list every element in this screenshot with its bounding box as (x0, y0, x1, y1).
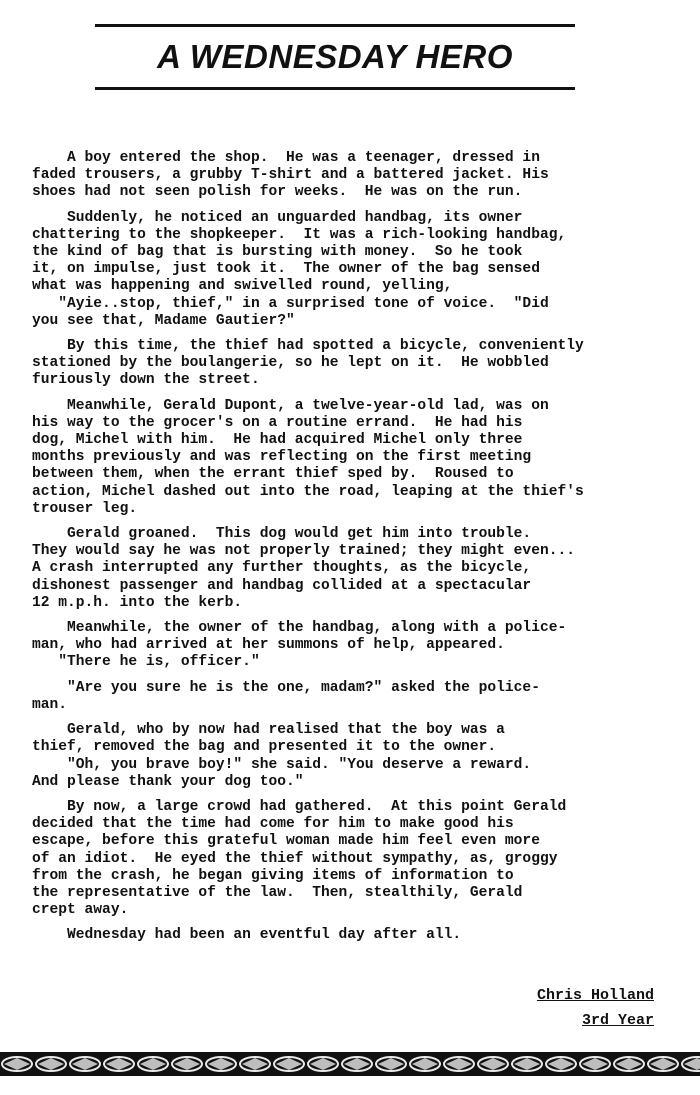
story-paragraph: Suddenly, he noticed an unguarded handbag, its owner chattering to the shopkeeper. It was a rich-looking handbag, the kind of bag that is bursting with money. So he took it, on impulse, just took it. The owner of the bag sensed what was happening and swivelled round, yelling, (32, 209, 567, 295)
author-year: 3rd Year (581, 1012, 654, 1029)
story-paragraph: "Are you sure he is the one, madam?" asked the police- man. (32, 679, 540, 713)
story-paragraph: Gerald groaned. This dog would get him into trouble. They would say he was not properly trained; they might even... A crash interrupted any further thoughts, as the bicycle, dishonest passenger and handbag collided at a spectacular 12 m.p.h. into the kerb. (32, 526, 575, 611)
story-paragraph: Gerald, who by now had realised that the boy was a thief, removed the bag and presented it to the owner. (32, 722, 505, 756)
story-paragraph: "There he is, officer." (32, 654, 260, 671)
title-banner (95, 24, 575, 90)
story-paragraph: Meanwhile, Gerald Dupont, a twelve-year-old lad, was on his way to the grocer's on a routine errand. He had his dog, Michel with him. He had acquired Michel only three months previously and was reflecting on the first meeting between them, when the errant thief sped by. Roused to action, Michel dashed out into the road, leaping at the thief's trouser leg. (32, 397, 584, 517)
page-title: A WEDNESDAY HERO (157, 38, 513, 75)
decorative-border (0, 1052, 700, 1076)
story-paragraph: By now, a large crowd had gathered. At this point Gerald decided that the time had come for him to make good his escape, before this grateful woman made him feel even more of an idiot. He eyed the thief without sympathy, as, groggy from the crash, he began giving items of information to the representative of the law. Then, stealthily, Gerald crept away. (32, 798, 567, 919)
author-signature (537, 983, 654, 1033)
story-paragraph: By this time, the thief had spotted a bicycle, conveniently stationed by the boulangerie, so he lept on it. He wobbled furiously down the street. (32, 338, 584, 389)
story-paragraph: A boy entered the shop. He was a teenager, dressed in faded trousers, a grubby T-shirt and a battered jacket. His shoes had not seen polish for weeks. He was on the run. (32, 150, 549, 201)
decorative-border-pattern (0, 1052, 700, 1076)
story-paragraph: Meanwhile, the owner of the handbag, along with a police- man, who had arrived at her summons of help, appeared. (32, 620, 567, 654)
story-paragraph: "Oh, you brave boy!" she said. "You deserve a reward. And please thank your dog too." (32, 756, 532, 790)
story-paragraph: Wednesday had been an eventful day after all. (32, 927, 462, 944)
story-paragraph: "Ayie..stop, thief," in a surprised tone of voice. "Did you see that, Madame Gautier?" (32, 295, 549, 329)
author-name: Chris Holland (536, 987, 654, 1004)
story-body (32, 150, 682, 953)
